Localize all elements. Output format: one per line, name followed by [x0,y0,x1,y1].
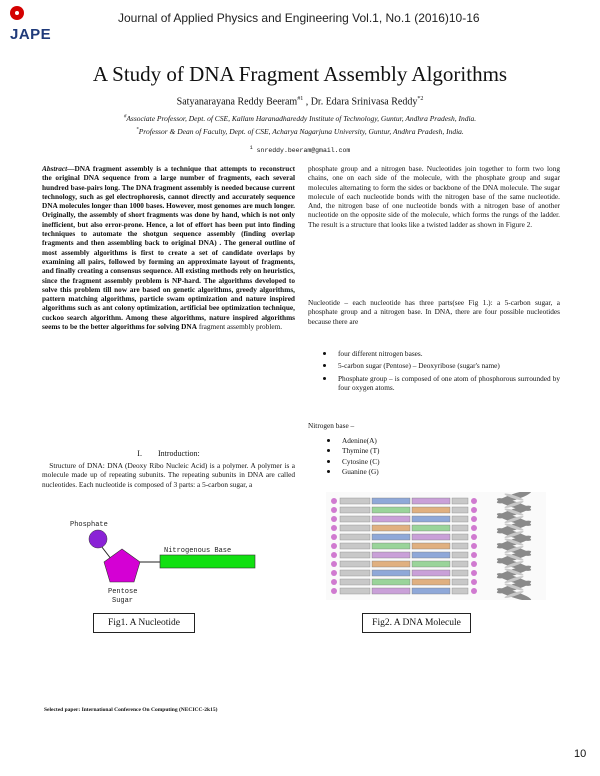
abstract-dash: — [67,164,75,173]
ladder-base [372,570,410,576]
ladder-sugar [340,561,370,567]
journal-logo [10,6,52,46]
email-sup: 1 [249,145,253,151]
logo-mark-icon [10,6,24,20]
journal-header: Journal of Applied Physics and Engineering Vol.1, No.1 (2016)10-16 [118,11,480,25]
ladder-base [372,525,410,531]
ladder-base [372,534,410,540]
figure-1-caption: Fig1. A Nucleotide [93,613,195,633]
logo-text: JAPE [10,26,52,43]
dna-ladder [331,498,477,594]
ladder-phosphate [331,534,337,540]
ladder-phosphate [471,516,477,522]
author-separator: , Dr. Edara Srinivasa Reddy [303,96,418,108]
ladder-base [412,561,450,567]
ladder-phosphate [471,579,477,585]
ladder-sugar [452,516,468,522]
ladder-sugar [452,570,468,576]
abstract [42,164,295,331]
ladder-base [412,516,450,522]
list-item: Thymine (T) [322,446,462,455]
ladder-base [412,525,450,531]
bases-list [322,436,462,477]
author-2-sup: *2 [417,96,424,102]
ladder-base [412,543,450,549]
affiliation-2-sup: * [136,127,139,133]
figure-2 [326,492,546,600]
pentose-shape [104,549,140,582]
nitrogenous-base-label: Nitrogenous Base [164,547,232,555]
right-paragraph-2: Nucleotide – each nucleotide has three parts(see Fig 1.): a 5-carbon sugar, a phosphate group and a nitrogen base. In DNA, there are four possible nucleotides because there are [308,298,560,326]
ladder-base [412,570,450,576]
ladder-sugar [452,534,468,540]
ladder-sugar [452,507,468,513]
ladder-sugar [452,588,468,594]
ladder-phosphate [471,561,477,567]
ladder-sugar [340,543,370,549]
ladder-phosphate [471,543,477,549]
list-item: Guanine (G) [322,467,462,476]
ladder-base [372,588,410,594]
ladder-sugar [452,561,468,567]
ladder-phosphate [331,570,337,576]
ladder-phosphate [471,498,477,504]
list-item: four different nitrogen bases. [318,349,560,358]
ladder-phosphate [331,588,337,594]
author-1: Satyanarayana Reddy Beeram [176,96,298,108]
affiliation-1-text: Associate Professor, Dept. of CSE, Kallam Haranadhareddy Institute of Technology, Guntur, Andhra Pradesh, India. [126,114,477,123]
selected-paper-note: Selected paper: International Conference On Computing (NECICC-2k15) [44,707,218,713]
ladder-sugar [340,570,370,576]
ladder-phosphate [331,561,337,567]
ladder-phosphate [331,552,337,558]
phosphate-shape [89,530,107,548]
ladder-base [412,498,450,504]
nitrogenous-base-shape [160,555,255,568]
ladder-sugar [340,525,370,531]
list-item: Adenine(A) [322,436,462,445]
ladder-base [372,516,410,522]
ladder-phosphate [331,498,337,504]
ladder-base [372,498,410,504]
intro-heading: I. Introduction: [137,449,200,458]
ladder-phosphate [331,543,337,549]
ladder-base [372,507,410,513]
intro-text: Structure of DNA: DNA (Deoxy Ribo Nucleic Acid) is a polymer. A polymer is a molecule made up of repeating subunits. The repeating subunits in DNA are called nucleotides. Each nucleotide is composed of 3 parts: a 5-carbon sugar, a [42,461,295,489]
abstract-lead: Abstract [42,164,68,173]
ladder-sugar [340,498,370,504]
ladder-base [412,579,450,585]
ladder-phosphate [471,525,477,531]
affiliation-1 [0,114,600,123]
ladder-phosphate [471,570,477,576]
ladder-phosphate [471,552,477,558]
ladder-sugar [452,579,468,585]
right-paragraph-1: phosphate group and a nitrogen base. Nucleotides join together to form two long chains, one on each side of the molecule, with the phosphate group and sugar molecules alternating to form the sides or backbone of the DNA molecule. The sugar molecule of each nucleotide bonds with the nitrogen base of the same nucleotide. And, the nitrogen base of one nucleotide bonds with a nitrogen base of another nucleotide on the opposite side of the molecule, which forms the rungs of the ladder. The result is a structure that looks like a twisted ladder as shown in Figure 2. [308,164,560,229]
email-text: snreddy.beeram@gmail.com [256,147,351,155]
ladder-base [372,579,410,585]
list-item: Phosphate group – is composed of one atom of phosphorous surrounded by four oxygen atoms. [318,374,560,393]
ladder-sugar [340,579,370,585]
paper-title: A Study of DNA Fragment Assembly Algorithms [92,62,508,86]
ladder-phosphate [331,507,337,513]
sugar-label: Sugar [112,597,134,604]
author-email [0,145,600,154]
ladder-sugar [340,552,370,558]
author-1-sup: #1 [297,96,304,102]
ladder-base [412,507,450,513]
ladder-sugar [340,516,370,522]
dna-molecule-image [326,492,546,600]
nucleotide-diagram [60,514,280,604]
ladder-base [372,552,410,558]
abstract-body: DNA fragment assembly is a technique that attempts to reconstruct the original DNA sequence from a large number of fragments, each several hundred base-pairs long. The DNA fragment assembly is needed because current technology, such as gel electrophoresis, cannot directly and accurately sequence DNA molecules longer than 1000 bases. However, most genomes are much longer. Originally, the assembly of short fragments was done by hand, which is not only inefficient, but also error-prone. Hence, a lot of effort has been put into finding techniques to automate the shotgun sequence assembly (finding overlap fragments and then assembling back to original DNA) . The general outline of most assembly algorithms is first to create a set of candidate overlaps by examining all pairs, followed by forming an approximate layout of fragments, and finally creating a consensus sequence. All existing methods rely on heuristics, since the fragment assembly problem is NP-hard. The algorithms developed to solve this problem till now are based on genetic algorithms, greedy algorithms, pattern matching algorithms, particle swam optimization and nature inspired algorithms such as ant colony optimization, artificial bee optimization technique, cuckoo search algorithm. Among these algorithms, nature inspired algorithms seems to be the better algorithms for solving DNA [42,164,295,332]
ladder-sugar [452,552,468,558]
nitrogen-base-label: Nitrogen base – [308,421,355,430]
ladder-phosphate [331,525,337,531]
pentose-label: Pentose [108,588,138,596]
ladder-phosphate [471,588,477,594]
ladder-phosphate [471,507,477,513]
affiliation-1-sup: # [123,114,127,120]
ladder-sugar [340,507,370,513]
phosphate-label: Phosphate [70,521,108,529]
figure-1 [60,514,280,604]
ladder-base [372,543,410,549]
ladder-base [372,561,410,567]
ladder-base [412,534,450,540]
page-number: 10 [574,748,587,760]
ladder-sugar [452,543,468,549]
ladder-sugar [452,498,468,504]
ladder-phosphate [331,579,337,585]
affiliation-2-text: Professor & Dean of Faculty, Dept. of CSE, Acharya Nagarjuna University, Guntur, Andhra Pradesh, India. [138,127,464,136]
list-item: 5-carbon sugar (Pentose) – Deoxyribose (sugar's name) [318,361,560,370]
ladder-phosphate [331,516,337,522]
intro-paragraph [42,461,295,489]
ladder-phosphate [471,534,477,540]
affiliation-2 [0,127,600,136]
ladder-sugar [452,525,468,531]
ladder-sugar [340,588,370,594]
ladder-base [412,588,450,594]
author-line [0,96,600,107]
nucleotide-parts-list [318,349,560,395]
abstract-end: fragment assembly problem. [198,322,283,332]
list-item: Cytosine (C) [322,457,462,466]
ladder-sugar [340,534,370,540]
ladder-base [412,552,450,558]
figure-2-caption: Fig2. A DNA Molecule [362,613,471,633]
